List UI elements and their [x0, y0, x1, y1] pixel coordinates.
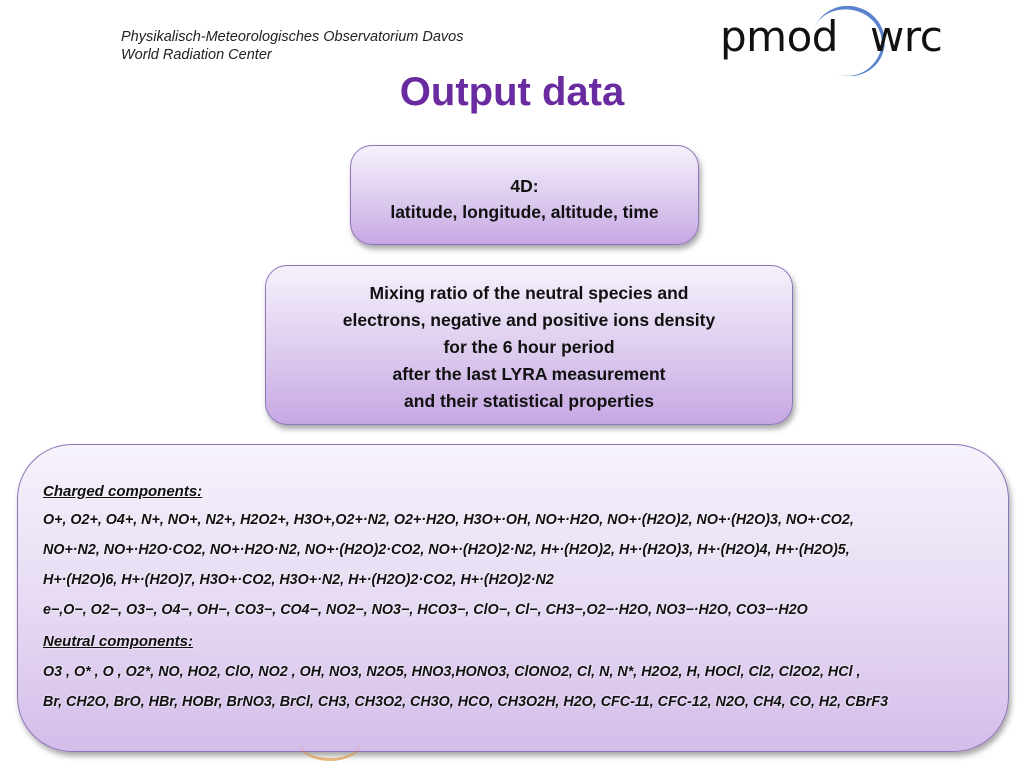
mixing-ratio-line-4: after the last LYRA measurement [392, 364, 666, 384]
charged-components-line-4: e−,O−, O2−, O3−, O4−, OH−, CO3−, CO4−, NO2−, NO3−, HCO3−, ClO−, Cl−, CH3−,O2−·H2O, NO3−·H2O, CO3−·H2O [43, 602, 808, 618]
organization-name [121, 28, 464, 64]
neutral-components-heading: Neutral components: [43, 633, 194, 650]
mixing-ratio-line-5: and their statistical properties [404, 391, 654, 411]
mixing-ratio-line-3: for the 6 hour period [443, 337, 615, 357]
pmod-wrc-logo [720, 6, 955, 76]
dimensions-box [350, 145, 699, 245]
neutral-components-line-2: Br, CH2O, BrO, HBr, HOBr, BrNO3, BrCl, CH3, CH3O2, CH3O, HCO, CH3O2H, H2O, CFC-11, CFC-12, N2O, CH4, CO, H2, CBrF3 [43, 694, 889, 710]
decorative-swirl [300, 728, 360, 761]
charged-components-line-1: O+, O2+, O4+, N+, NO+, N2+, H2O2+, H3O+,O2+·N2, O2+·H2O, H3O+·OH, NO+·H2O, NO+·(H2O)2, NO+·(H2O)3, NO+·CO2, [43, 512, 854, 528]
slide-title: Output data [399, 70, 625, 114]
charged-components-line-3: H+·(H2O)6, H+·(H2O)7, H3O+·CO2, H3O+·N2, H+·(H2O)2·CO2, H+·(H2O)2·N2 [43, 572, 554, 588]
dimensions-label: 4D: [510, 176, 539, 196]
charged-components-line-2: NO+·N2, NO+·H2O·CO2, NO+·H2O·N2, NO+·(H2O)2·CO2, NO+·(H2O)2·N2, H+·(H2O)2, H+·(H2O)3, H+·(H2O)4, H+·(H2O)5, [43, 542, 850, 558]
logo-pmod-text: pmod [720, 12, 838, 61]
logo-wrc-text: wrc [870, 12, 943, 61]
mixing-ratio-line-2: electrons, negative and positive ions density [342, 310, 716, 330]
charged-components-heading: Charged components: [43, 483, 203, 500]
mixing-ratio-line-1: Mixing ratio of the neutral species and [369, 283, 689, 303]
neutral-components-line-1: O3 , O* , O , O2*, NO, HO2, ClO, NO2 , OH, NO3, N2O5, HNO3,HONO3, ClONO2, Cl, N, N*, H2O2, H, HOCl, Cl2, Cl2O2, HCl , [43, 664, 861, 680]
components-box [17, 444, 1009, 752]
mixing-ratio-box [265, 265, 793, 425]
organization-line-1: Physikalisch-Meteorologisches Observatorium Davos [121, 29, 464, 45]
organization-line-2: World Radiation Center [121, 47, 272, 63]
dimensions-list: latitude, longitude, altitude, time [390, 202, 659, 222]
